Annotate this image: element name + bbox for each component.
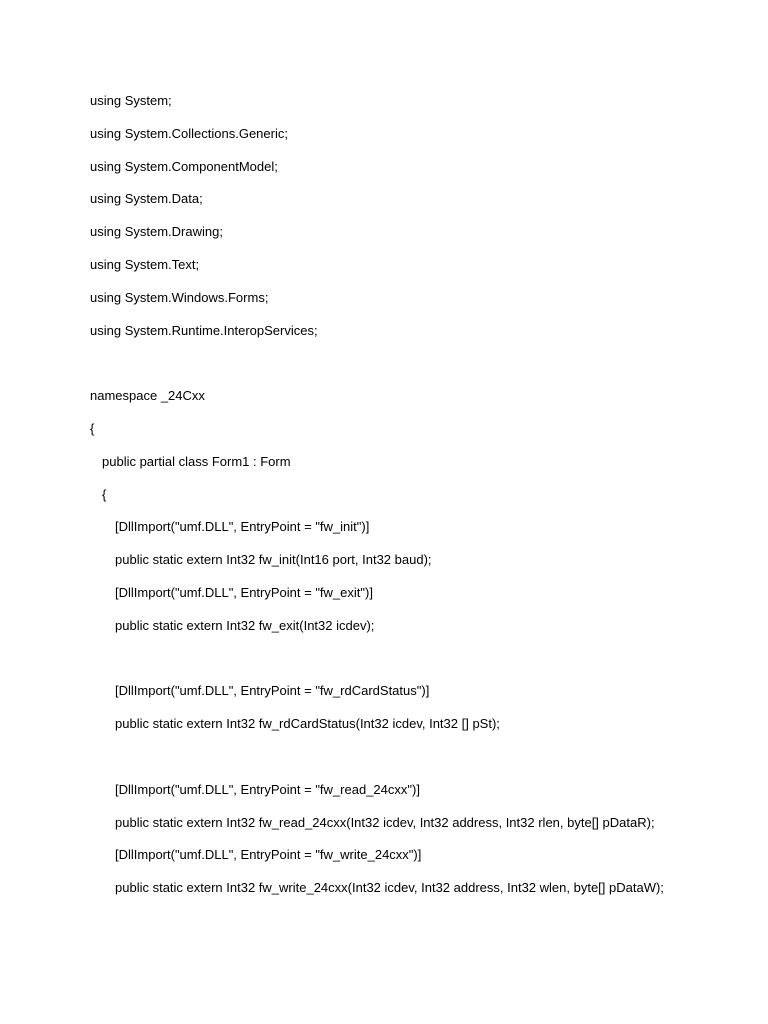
code-line-using-interopservices: using System.Runtime.InteropServices; <box>90 322 318 338</box>
blank-line <box>90 650 750 683</box>
code-line-dllimport-fw-read-24cxx: [DllImport("umf.DLL", EntryPoint = "fw_read_24cxx")] <box>115 781 420 797</box>
code-line-using-system: using System; <box>90 93 172 108</box>
code-line-using-drawing: using System.Drawing; <box>90 224 223 240</box>
code-line-using-windows-forms: using System.Windows.Forms; <box>90 289 269 305</box>
code-line-extern-fw-write-24cxx: public static extern Int32 fw_write_24cxx(Int32 icdev, Int32 address, Int32 wlen, byte[] pDataW); <box>115 880 664 896</box>
code-line-namespace-open-brace: { <box>90 420 95 436</box>
code-line-using-componentmodel: using System.ComponentModel; <box>90 158 278 174</box>
code-line-class-declaration: public partial class Form1 : Form <box>102 453 291 469</box>
code-line-dllimport-fw-write-24cxx: [DllImport("umf.DLL", EntryPoint = "fw_write_24cxx")] <box>115 847 422 863</box>
code-line-dllimport-fw-rdcardstatus: [DllImport("umf.DLL", EntryPoint = "fw_rdCardStatus")] <box>115 683 430 699</box>
code-line-using-text: using System.Text; <box>90 256 200 272</box>
blank-line <box>90 748 750 781</box>
code-line-extern-fw-init: public static extern Int32 fw_init(Int16 port, Int32 baud); <box>115 552 432 568</box>
blank-line <box>90 354 750 387</box>
code-line-extern-fw-read-24cxx: public static extern Int32 fw_read_24cxx(Int32 icdev, Int32 address, Int32 rlen, byte[] pDataR); <box>115 814 655 830</box>
code-line-using-data: using System.Data; <box>90 191 203 207</box>
code-line-dllimport-fw-exit: [DllImport("umf.DLL", EntryPoint = "fw_exit")] <box>115 584 373 600</box>
code-line-class-open-brace: { <box>102 486 107 502</box>
code-line-extern-fw-rdcardstatus: public static extern Int32 fw_rdCardStatus(Int32 icdev, Int32 [] pSt); <box>115 716 500 732</box>
code-line-extern-fw-exit: public static extern Int32 fw_exit(Int32 icdev); <box>115 617 375 633</box>
code-line-dllimport-fw-init: [DllImport("umf.DLL", EntryPoint = "fw_init")] <box>115 519 370 535</box>
code-line-namespace: namespace _24Cxx <box>90 388 205 404</box>
code-line-using-collections-generic: using System.Collections.Generic; <box>90 125 288 141</box>
code-listing <box>90 92 750 912</box>
